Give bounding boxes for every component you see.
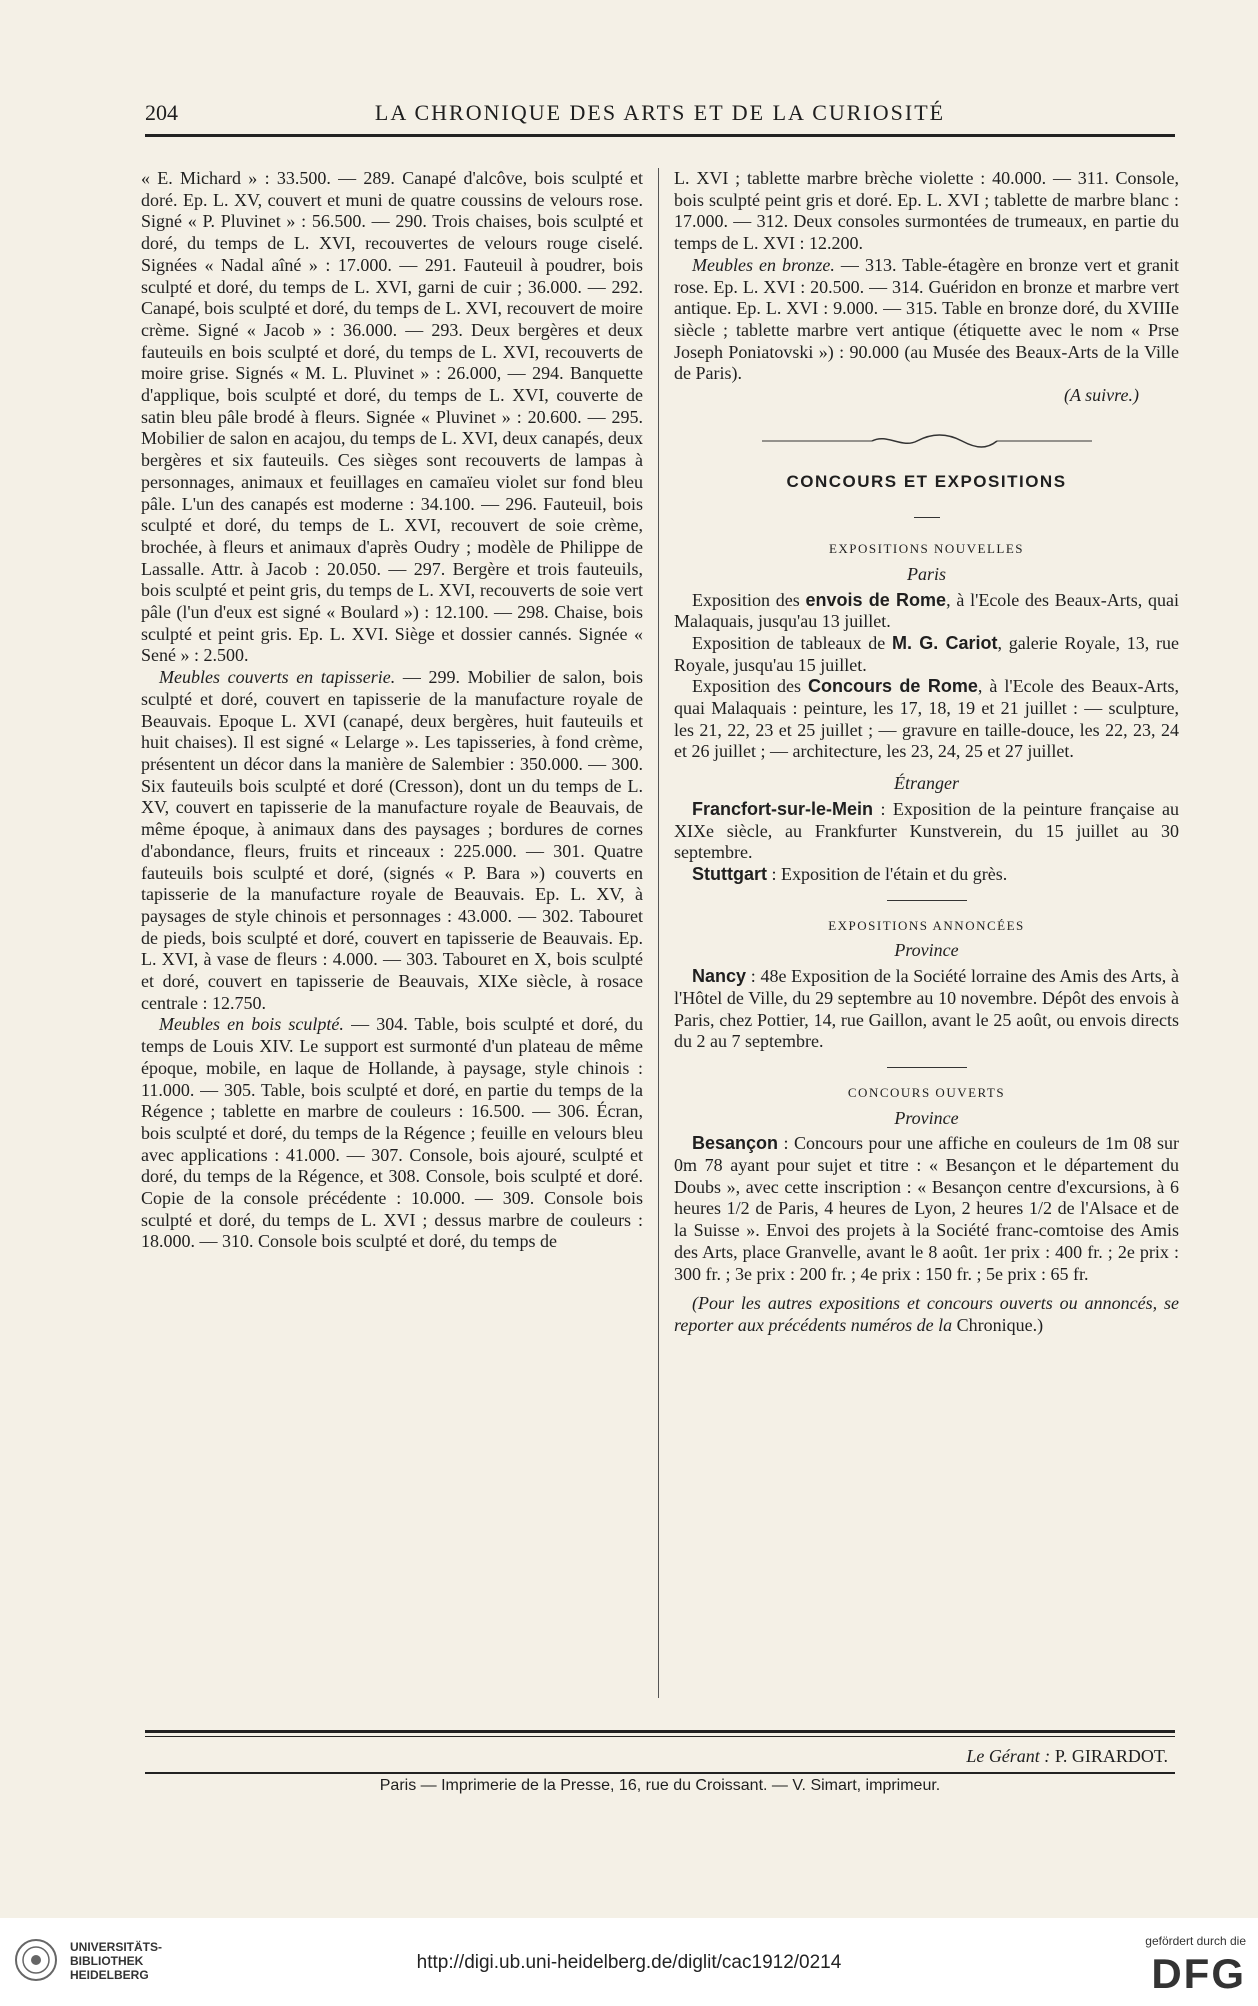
funded-by: gefördert durch die <box>1145 1934 1246 1948</box>
subheading-bronze: Meubles en bronze. <box>692 254 835 275</box>
text: Exposition de tableaux de <box>692 632 892 653</box>
right-column <box>674 168 1179 1337</box>
subheading-tapisserie: Meubles couverts en tapisserie. <box>159 667 396 688</box>
viewer-footer <box>0 1918 1258 2006</box>
exhibition-name: envois de Rome <box>805 589 947 610</box>
section-title: CONCOURS ET EXPOSITIONS <box>786 471 1067 491</box>
a-suivre: (A suivre.) <box>1064 385 1139 406</box>
location-province: Province <box>894 1107 959 1128</box>
location-etranger: Étranger <box>894 773 959 794</box>
gerant-line <box>966 1746 1168 1767</box>
page-number: 204 <box>145 100 178 125</box>
auction-paragraph-5 <box>674 255 1179 385</box>
text: : Exposition de la peinture française au XIXe siècle, au Frankfurter Kunstverein, du 15 juillet au 30 septembre. <box>674 798 1179 863</box>
exhibition-cariot <box>674 633 1179 676</box>
location-province: Province <box>894 940 959 961</box>
page-header <box>145 96 1175 136</box>
exhibition-name: Concours de Rome <box>807 676 978 697</box>
column-separator <box>658 168 659 1698</box>
dfg-logo: DFG <box>1151 1950 1246 1997</box>
note-text: Chronique.) <box>952 1314 1044 1335</box>
exhibition-city: Nancy <box>692 966 747 987</box>
exhibition-nancy <box>674 966 1179 1053</box>
library-line: UNIVERSITÄTS- <box>70 1940 163 1954</box>
text: : Exposition de l'étain et du grès. <box>767 863 1008 884</box>
auction-paragraph-4: L. XVI ; tablette marbre brèche violette : 40.000. — 311. Console, bois sculpté peint gris et doré. Ep. L. XVI ; tablette de marbre blanc : 17.000. — 312. Deux consoles surmontées de trumeaux, en partie du temps de L. XVI : 12.200. <box>674 168 1179 254</box>
exhibition-concours-rome <box>674 676 1179 763</box>
exhibition-name: M. G. Cariot <box>892 632 998 653</box>
short-rule <box>887 1067 967 1068</box>
exhibition-city: Besançon <box>692 1133 779 1154</box>
left-column <box>141 168 643 1253</box>
header-rule <box>145 134 1175 137</box>
text: Exposition des <box>692 676 808 697</box>
subsection-expositions-nouvelles: EXPOSITIONS NOUVELLES <box>828 541 1025 557</box>
title-dash <box>674 502 1179 524</box>
subheading-bois-sculpte: Meubles en bois sculpté. <box>159 1014 344 1035</box>
running-title: LA CHRONIQUE DES ARTS ET DE LA CURIOSITÉ <box>374 100 946 125</box>
auction-text-2: — 299. Mobilier de salon, bois sculpté et doré, couvert en tapisserie de la manufacture royale de Beauvais. Epoque L. XVI (canapé, deux bergères, huit fauteuils et huit chaises). Il est signé « Lelarge ». Les tapisseries, à fond crème, présentent un décor dans la manière de Salembier : 350.000. — 300. Six fauteuils bois sculpté et doré (Cresson), dont un du temps de L. XV, couvert en tapisserie de la manufacture royale de Beauvais, de même époque, à animaux dans des paysages ; bordures de cornes d'abondance, fleurs, fruits et rinceaux : 225.000. — 301. Quatre fauteuils bois sculpté et doré, (signés « P. Bara ») couverts en tapisserie de la manufacture royale de Beauvais. Ep. L. XV, à paysages de style chinois et personnages : 43.000. — 302. Tabouret de pieds, bois sculpté et doré, couvert en tapisserie de Beauvais. Ep. L. XVI, à vase de fleurs : 4.000. — 303. Tabouret en X, bois sculpté et doré, couvert en tapisserie de Beauvais, XIXe siècle, à rosace centrale : 12.750. <box>141 667 643 1013</box>
permalink[interactable]: http://digi.ub.uni-heidelberg.de/diglit/cac1912/0214 <box>416 1952 842 1973</box>
auction-paragraph-1: « E. Michard » : 33.500. — 289. Canapé d'alcôve, bois sculpté et doré. Ep. L. XV, couvert et muni de quatre coussins de velours rose. Signé « P. Pluvinet » : 56.500. — 290. Trois chaises, bois sculpté et doré, du temps de L. XVI, recouvertes de velours rouge ciselé. Signées « Nadal aîné » : 17.000. — 291. Fauteuil à poudrer, bois sculpté et doré, du temps de L. XVI, garni de cuir ; 36.000. — 292. Canapé, bois sculpté et doré, du temps de L. XVI, recouvert de moire crème. Signé « Jacob » : 36.000. — 293. Deux bergères et deux fauteuils en bois sculpté et doré, du temps de L. XVI, recouverts de moire grise. Signés « M. L. Pluvinet » : 26.000, — 294. Banquette d'applique, bois sculpté et doré, du temps de L. XVI, couverte de satin bleu pâle brodé à fleurs. Signée « Pluvinet » : 20.600. — 295. Mobilier de salon en acajou, du temps de L. XVI, deux canapés, deux bergères et six fauteuils. Ces sièges sont recouverts de lampas à personnages, animaux et feuillages en camaïeu violet sur fond bleu pâle. L'un des canapés est moderne : 34.100. — 296. Fauteuil, bois sculpté et doré, du temps de L. XVI, recouvert de soie crème, brochée, à fleurs et animaux d'après Oudry ; modèle de Philippe de Lassalle. Attr. à Jacob : 20.050. — 297. Bergère et trois fauteuils, bois sculpté et peint gris, du temps de L. XVI, recouverts de soie vert pâle (l'un d'eux est signé « Boulard ») : 12.100. — 298. Chaise, bois sculpté et peint gris. Ep. L. XVI. Siège et dossier cannés. Signée « Sené » : 2.500. <box>141 168 643 666</box>
subsection-expositions-annoncees: EXPOSITIONS ANNONCÉES <box>828 917 1025 933</box>
exhibition-envois-rome <box>674 590 1179 633</box>
short-rule <box>887 900 967 901</box>
footer-rule <box>145 1772 1175 1774</box>
auction-text-3: — 304. Table, bois sculpté et doré, du temps de Louis XIV. Le support est surmonté d'un plateau de même époque, mobile, en laque de Hollande, à paysage, style chinois : 11.000. — 305. Table, bois sculpté et doré, en partie du temps de la Régence ; tablette en marbre de couleurs : 16.500. — 306. Écran, bois sculpté et doré, du temps de la Régence ; feuille en velours bleu avec applications : 41.000. — 307. Console, bois ajouré, sculpté et doré, du temps de la Régence, et 308. Console, bois sculpté et doré. Copie de la console précédente : 10.000. — 309. Console bois sculpté et doré, du temps de L. XVI ; dessus marbre de couleurs : 18.000. — 310. Console bois sculpté et doré, du temps de <box>141 1014 643 1252</box>
exhibition-francfort <box>674 799 1179 864</box>
location-paris: Paris <box>906 563 946 584</box>
end-rules <box>145 1730 1175 1737</box>
text: , à l'Ecole des Beaux-Arts, quai Malaquais : peinture, les 17, 18, 19 et 21 juillet : — sculpture, les 21, 22, 23 et 25 juillet ; — gravure en taille-douce, les 22, 23, 24 et 26 juillet ; — architecture, les 23, 24, 25 et 27 juillet. <box>674 676 1179 762</box>
note-text: (Pour les autres expositions et concours ouverts ou annoncés, se reporter aux précédents numéros de la <box>674 1293 1179 1335</box>
library-line: HEIDELBERG <box>70 1968 149 1982</box>
library-line: BIBLIOTHEK <box>70 1954 144 1968</box>
gerant-name: P. GIRARDOT. <box>1054 1746 1168 1766</box>
auction-text-5: — 313. Table-étagère en bronze vert et granit rose. Ep. L. XVI : 20.500. — 314. Guéridon en bronze et marbre vert antique. Ep. L. XVI : 9.000. — 315. Table en bronze doré, du XVIIIe siècle ; tablette marbre vert antique (étiquette avec le nom « Prse Joseph Poniatovski ») : 90.000 (au Musée des Beaux-Arts de la Ville de Paris). <box>674 254 1179 384</box>
closing-note <box>674 1293 1179 1336</box>
exhibition-city: Francfort-sur-le-Mein <box>692 798 874 819</box>
text: Exposition des <box>692 589 806 610</box>
text: : 48e Exposition de la Société lorraine des Amis des Arts, à l'Hôtel de Ville, du 29 septembre au 10 novembre. Dépôt des envois à Paris, chez Pottier, 14, rue Gaillon, avant le 25 août, ou envois directs du 2 au 7 septembre. <box>674 966 1179 1052</box>
subsection-concours-ouverts: CONCOURS OUVERTS <box>847 1084 1006 1100</box>
auction-paragraph-2 <box>141 667 643 1014</box>
flourish-icon <box>762 433 1092 449</box>
exhibition-city: Stuttgart <box>692 863 767 884</box>
text: , à l'Ecole des Beaux-Arts, quai Malaquais, jusqu'au 13 juillet. <box>674 589 1180 632</box>
printer-line: Paris — Imprimerie de la Presse, 16, rue du Croissant. — V. Simart, imprimeur. <box>379 1777 941 1794</box>
text: , galerie Royale, 13, rue Royale, jusqu'au 15 juillet. <box>674 632 1180 675</box>
text: : Concours pour une affiche en couleurs de 1m 08 sur 0m 78 ayant pour sujet et titre : « Besançon et le département du Doubs », avec cette inscription : « Besançon centre d'excursions, à 6 heures 1/2 de Paris, 4 heures de Lyon, 2 heures 1/2 de l'Alsace et de la Suisse ». Envoi des projets à la Société franc-comtoise des Amis des Arts, place Granvelle, avant le 8 août. 1er prix : 400 fr. ; 2e prix : 300 fr. ; 3e prix : 200 fr. ; 4e prix : 150 fr. ; 5e prix : 65 fr. <box>674 1133 1179 1284</box>
concours-besancon <box>674 1133 1179 1285</box>
exhibition-stuttgart <box>674 864 1179 886</box>
auction-paragraph-3 <box>141 1014 643 1253</box>
gerant-label: Le Gérant : <box>966 1746 1051 1766</box>
ornament-divider <box>674 433 1179 449</box>
